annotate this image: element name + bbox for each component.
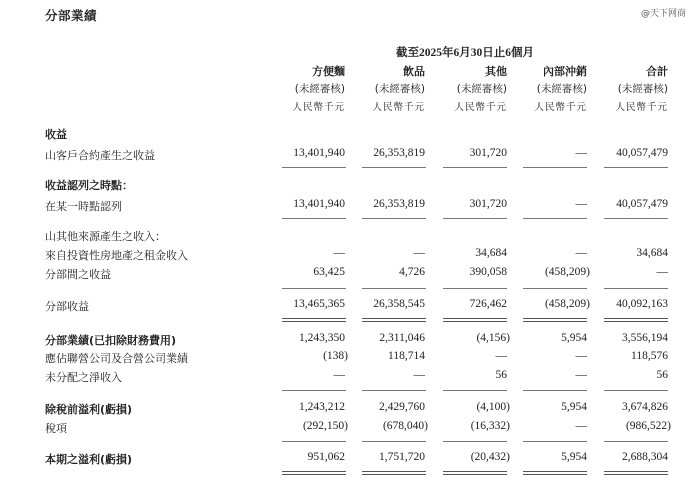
cell-segment-results-noodles: 1,243,350 [299, 332, 345, 344]
column-audit-noodles: (未經審核) [294, 83, 345, 95]
cell-segment-revenue-noodles: 13,465,365 [293, 298, 345, 310]
subtotal-rule [604, 167, 668, 168]
cell-profit-before-tax-eliminations: 5,954 [561, 401, 587, 413]
subtotal-rule [523, 218, 587, 219]
total-double-rule [443, 471, 507, 475]
subtotal-rule [604, 218, 668, 219]
subtotal-rule [604, 390, 668, 391]
cell-rental-income-total: 34,684 [636, 247, 668, 259]
cell-tax-others: (16,332) [470, 420, 510, 432]
column-audit-total: (未經審核) [617, 83, 668, 95]
subtotal-rule [362, 390, 426, 391]
subtotal-rule [604, 441, 668, 442]
row-label-contract-revenue: 山客戶合約產生之收益 [45, 149, 155, 162]
total-double-rule [523, 471, 587, 475]
column-header-total: 合計 [646, 65, 668, 78]
cell-point-in-time-eliminations: — [575, 198, 587, 210]
cell-unallocated-others: 56 [495, 369, 507, 381]
column-unit-beverages: 人民幣千元 [372, 102, 425, 113]
cell-point-in-time-total: 40,057,479 [616, 198, 668, 210]
cell-segment-revenue-total: 40,092,163 [616, 298, 668, 310]
cell-point-in-time-noodles: 13,401,940 [293, 198, 345, 210]
row-label-segment-results: 分部業績(已扣除財務費用) [45, 334, 177, 347]
cell-contract-revenue-total: 40,057,479 [616, 147, 668, 159]
subtotal-rule [362, 167, 426, 168]
subtotal-rule [443, 288, 507, 289]
column-unit-noodles: 人民幣千元 [292, 102, 345, 113]
row-label-segment-revenue: 分部收益 [45, 300, 89, 313]
cell-contract-revenue-others: 301,720 [469, 147, 507, 159]
subtotal-rule [282, 390, 346, 391]
cell-tax-eliminations: — [575, 420, 587, 432]
column-audit-eliminations: (未經審核) [536, 83, 587, 95]
column-header-others: 其他 [485, 65, 507, 78]
row-label-profit-before-tax: 除稅前溢利(虧損) [45, 403, 133, 416]
cell-share-associates-others: — [495, 350, 507, 362]
column-unit-total: 人民幣千元 [615, 102, 668, 113]
cell-profit-period-total: 2,688,304 [622, 451, 668, 463]
subtotal-rule [523, 390, 587, 391]
row-label-rental-income: 來自投資性房地產之租金收入 [45, 249, 188, 262]
subtotal-rule [282, 218, 346, 219]
subtotal-rule [443, 390, 507, 391]
cell-profit-before-tax-beverages: 2,429,760 [379, 401, 425, 413]
column-header-eliminations: 內部沖銷 [543, 65, 587, 78]
column-unit-eliminations: 人民幣千元 [534, 102, 587, 113]
cell-share-associates-beverages: 118,714 [388, 350, 425, 362]
cell-segment-results-others: (4,156) [476, 332, 510, 344]
cell-unallocated-total: 56 [656, 369, 668, 381]
column-audit-others: (未經審核) [456, 83, 507, 95]
row-label-inter-segment: 分部間之收益 [45, 268, 111, 281]
cell-point-in-time-beverages: 26,353,819 [373, 198, 425, 210]
row-label-tax: 稅項 [45, 422, 67, 435]
cell-segment-revenue-beverages: 26,358,545 [373, 298, 425, 310]
total-double-rule [362, 318, 426, 322]
total-double-rule [604, 318, 668, 322]
total-double-rule [443, 318, 507, 322]
cell-segment-revenue-eliminations: (458,209) [544, 298, 590, 310]
row-label-timing-heading: 收益認列之時點： [45, 179, 133, 192]
subtotal-rule [443, 441, 507, 442]
cell-contract-revenue-beverages: 26,353,819 [373, 147, 425, 159]
cell-point-in-time-others: 301,720 [469, 198, 507, 210]
subtotal-rule [362, 288, 426, 289]
subtotal-rule [523, 167, 587, 168]
cell-inter-segment-total: — [656, 266, 668, 278]
total-double-rule [282, 318, 346, 322]
cell-profit-period-others: (20,432) [470, 451, 510, 463]
cell-tax-total: (986,522) [625, 420, 671, 432]
row-label-profit-for-period: 本期之溢利(虧損) [45, 453, 133, 466]
column-header-beverages: 飲品 [403, 65, 425, 78]
cell-inter-segment-eliminations: (458,209) [544, 266, 590, 278]
cell-rental-income-noodles: — [333, 247, 345, 259]
cell-unallocated-noodles: — [333, 369, 345, 381]
cell-unallocated-eliminations: — [575, 369, 587, 381]
cell-segment-revenue-others: 726,462 [469, 298, 507, 310]
subtotal-rule [282, 441, 346, 442]
cell-contract-revenue-noodles: 13,401,940 [293, 147, 345, 159]
total-double-rule [523, 318, 587, 322]
cell-rental-income-eliminations: — [575, 247, 587, 259]
cell-share-associates-eliminations: — [575, 350, 587, 362]
cell-contract-revenue-eliminations: — [575, 147, 587, 159]
subtotal-rule [282, 288, 346, 289]
cell-rental-income-others: 34,684 [475, 247, 507, 259]
cell-inter-segment-beverages: 4,726 [399, 266, 425, 278]
row-label-unallocated-income: 未分配之淨收入 [45, 371, 122, 384]
subtotal-rule [362, 218, 426, 219]
row-label-other-sources-heading: 山其他來源產生之收入： [45, 230, 166, 243]
cell-profit-period-eliminations: 5,954 [561, 451, 587, 463]
cell-segment-results-beverages: 2,311,046 [379, 332, 425, 344]
cell-profit-period-noodles: 951,062 [307, 451, 345, 463]
row-label-revenue-heading: 收益 [45, 128, 67, 141]
total-double-rule [604, 471, 668, 475]
row-label-point-in-time: 在某一時點認列 [45, 200, 122, 213]
cell-profit-period-beverages: 1,751,720 [379, 451, 425, 463]
column-header-noodles: 方便麵 [312, 65, 345, 78]
total-double-rule [282, 471, 346, 475]
column-audit-beverages: (未經審核) [374, 83, 425, 95]
cell-unallocated-beverages: — [413, 369, 425, 381]
watermark: @天下网商 [640, 9, 686, 19]
cell-profit-before-tax-total: 3,674,826 [622, 401, 668, 413]
cell-share-associates-total: 118,576 [631, 350, 668, 362]
cell-profit-before-tax-noodles: 1,243,212 [299, 401, 345, 413]
cell-segment-results-eliminations: 5,954 [561, 332, 587, 344]
subtotal-rule [523, 288, 587, 289]
subtotal-rule [282, 167, 346, 168]
cell-inter-segment-others: 390,058 [469, 266, 507, 278]
subtotal-rule [604, 288, 668, 289]
subtotal-rule [523, 441, 587, 442]
cell-tax-beverages: (678,040) [382, 420, 428, 432]
subtotal-rule [443, 218, 507, 219]
cell-segment-results-total: 3,556,194 [622, 332, 668, 344]
cell-share-associates-noodles: (138) [323, 350, 348, 362]
cell-tax-noodles: (292,150) [302, 420, 348, 432]
subtotal-rule [443, 167, 507, 168]
cell-rental-income-beverages: — [413, 247, 425, 259]
period-header: 截至2025年6月30日止6個月 [396, 47, 534, 59]
subtotal-rule [362, 441, 426, 442]
cell-profit-before-tax-others: (4,100) [476, 401, 510, 413]
total-double-rule [362, 471, 426, 475]
row-label-share-associates: 應佔聯營公司及合營公司業績 [45, 352, 188, 365]
column-unit-others: 人民幣千元 [454, 102, 507, 113]
section-title: 分部業績 [45, 8, 98, 23]
cell-inter-segment-noodles: 63,425 [313, 266, 345, 278]
